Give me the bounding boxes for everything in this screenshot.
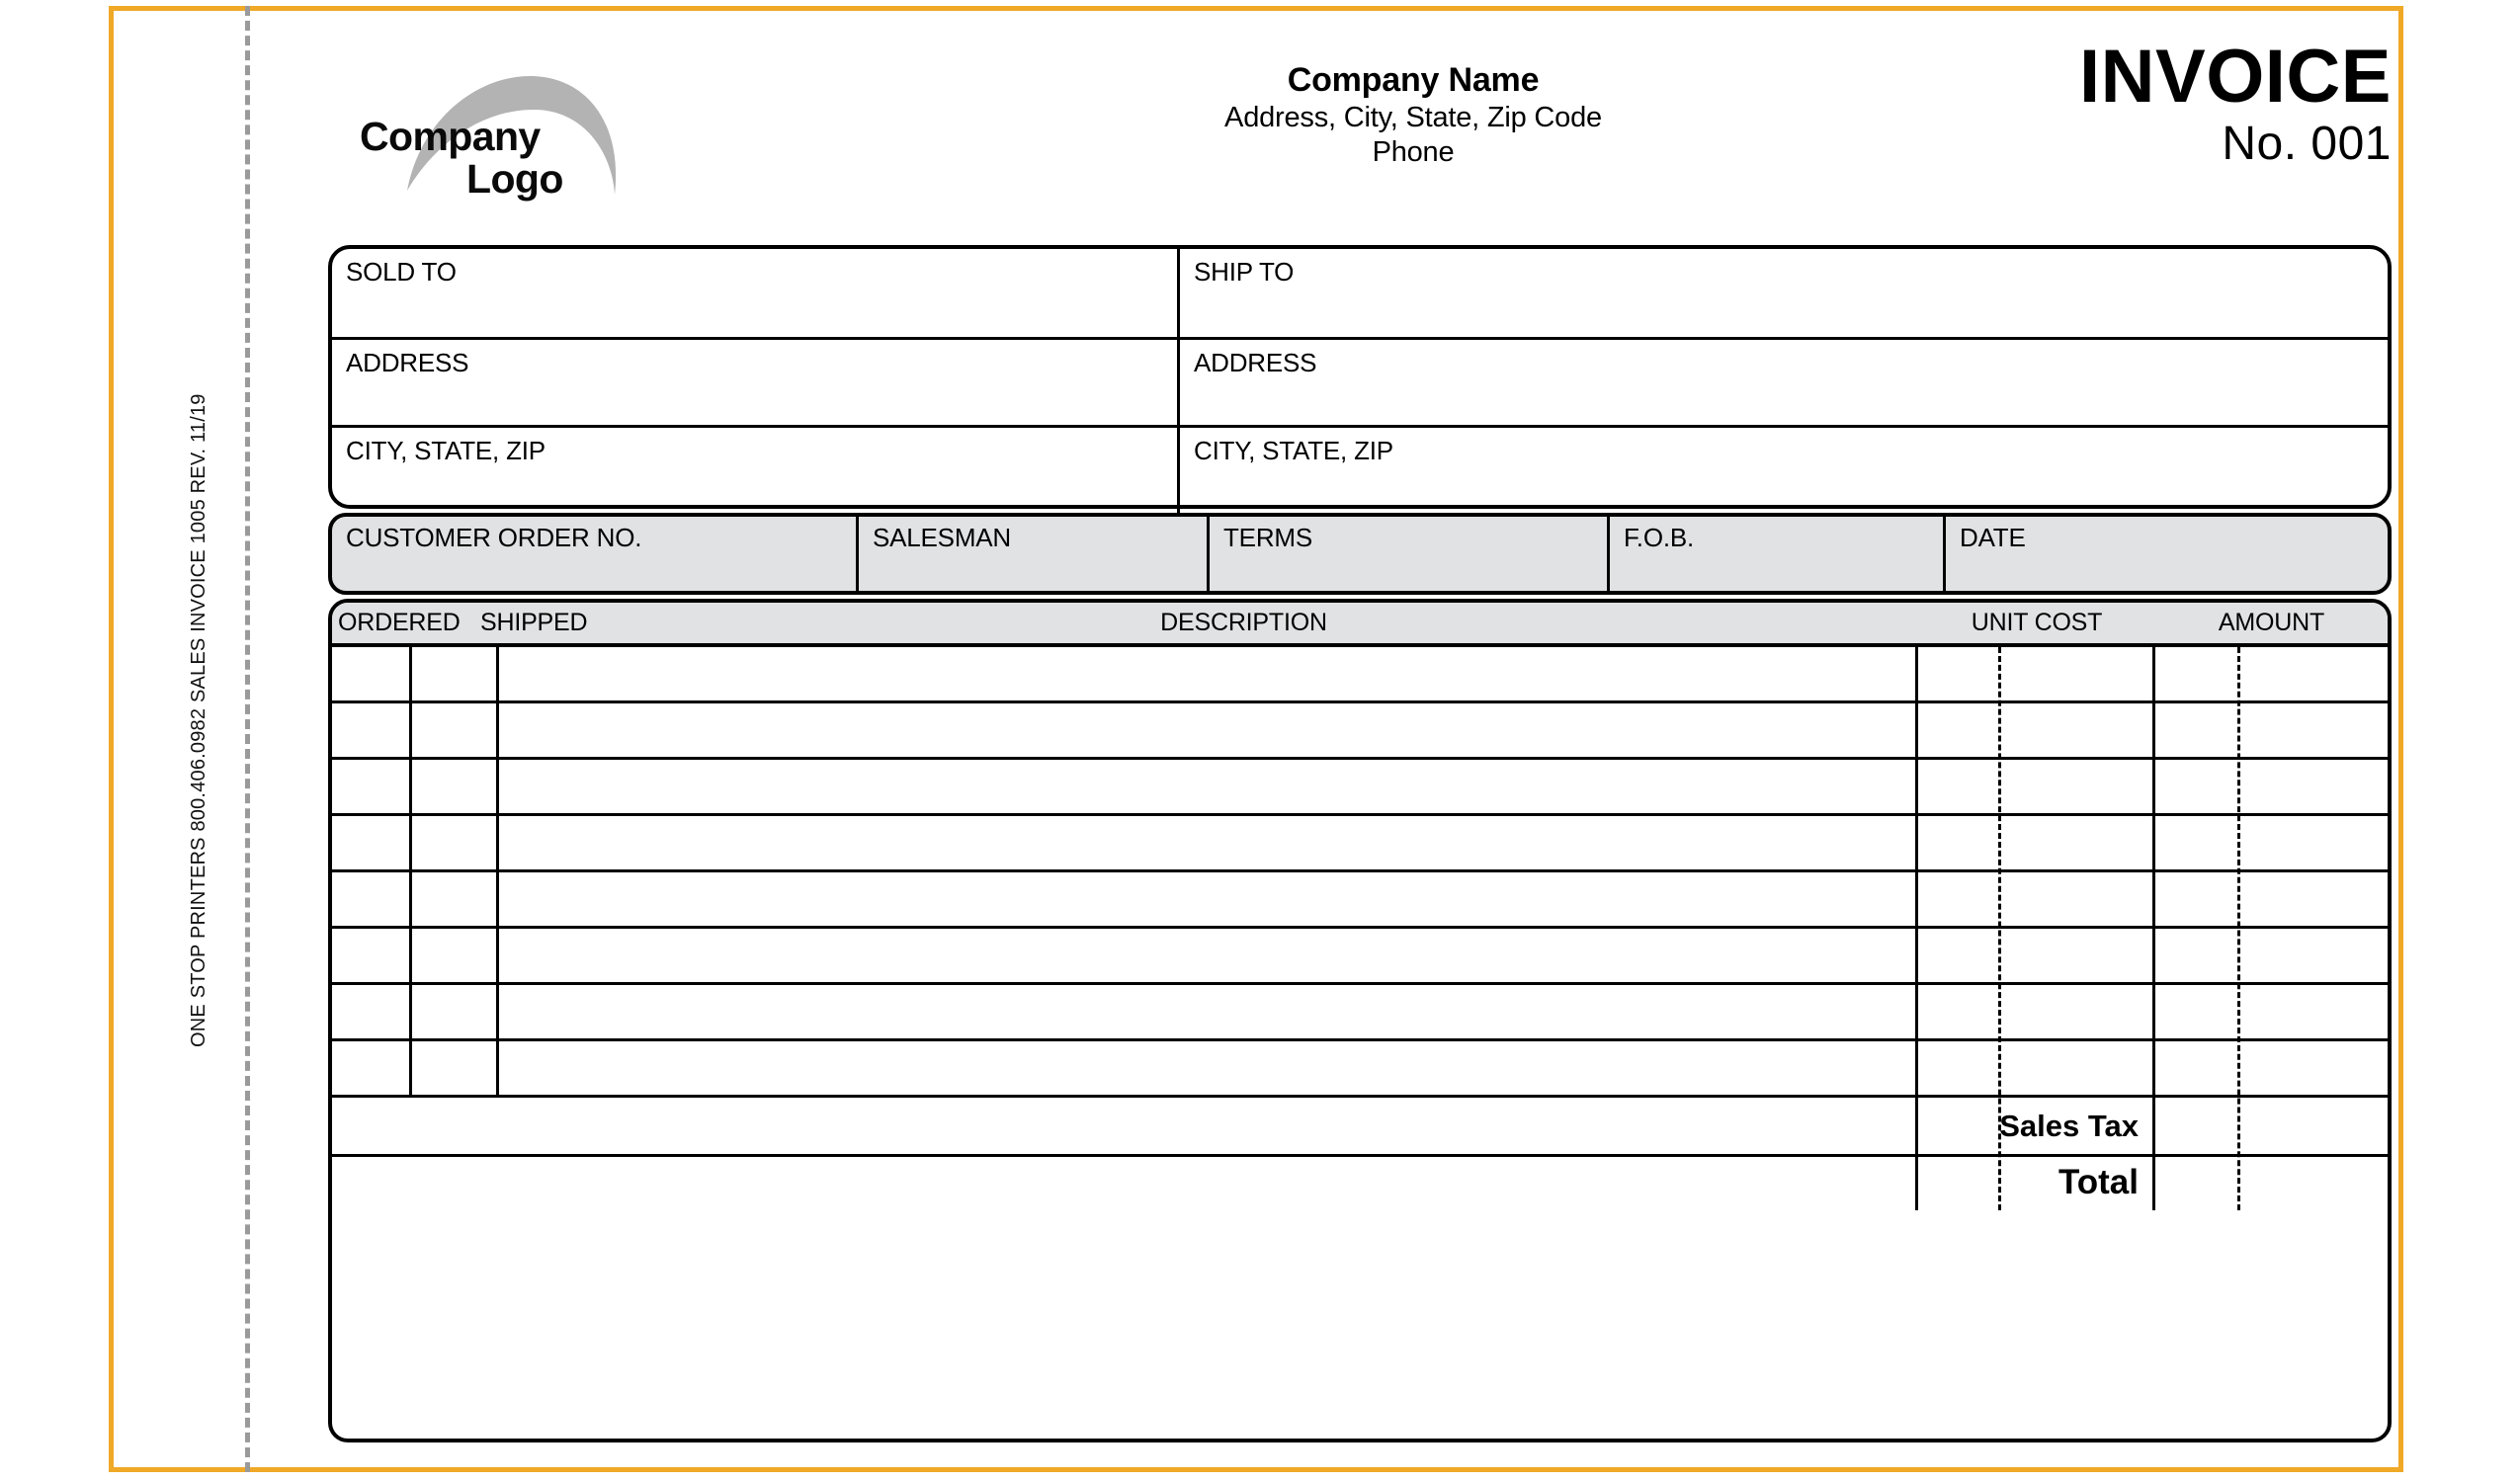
terms-field[interactable]: TERMS [1207, 517, 1607, 591]
line-items-grid [332, 647, 2388, 1442]
table-row[interactable] [332, 929, 2388, 985]
company-address: Address, City, State, Zip Code [1224, 102, 1602, 133]
ship-to-city-field[interactable]: CITY, STATE, ZIP [1177, 428, 2388, 513]
table-row[interactable] [332, 647, 2388, 703]
table-row[interactable] [332, 816, 2388, 872]
invoice-form-body [328, 245, 2392, 1442]
customer-order-no-field[interactable]: CUSTOMER ORDER NO. [346, 523, 642, 552]
printer-credit-text [184, 0, 213, 1047]
sold-to-city-field[interactable]: CITY, STATE, ZIP [346, 436, 546, 465]
total-row[interactable] [332, 1154, 2388, 1210]
sales-tax-label: Sales Tax [1999, 1108, 2139, 1143]
company-name: Company Name [1287, 61, 1540, 99]
fob-field[interactable]: F.O.B. [1607, 517, 1943, 591]
company-logo [346, 74, 682, 212]
invoice-title-block [1779, 35, 2392, 172]
total-label: Total [2058, 1162, 2139, 1201]
column-header-shipped: SHIPPED [480, 609, 588, 636]
ship-to-field[interactable]: SHIP TO [1177, 249, 2388, 337]
invoice-header [296, 20, 2392, 242]
order-meta-band [328, 513, 2392, 595]
logo-line-2: Logo [466, 156, 563, 202]
date-field[interactable]: DATE [1943, 517, 2388, 591]
printer-credit-label: ONE STOP PRINTERS 800.406.0982 SALES INVOICE 1005 REV. 11/19 [188, 393, 210, 1047]
sales-tax-row[interactable] [332, 1098, 2388, 1154]
table-row[interactable] [332, 872, 2388, 929]
column-header-amount: AMOUNT [2218, 609, 2325, 636]
sold-to-field[interactable]: SOLD TO [346, 257, 457, 287]
table-row[interactable] [332, 985, 2388, 1041]
table-row[interactable] [332, 1041, 2388, 1098]
address-row-name [332, 249, 2388, 337]
logo-line-1: Company [360, 114, 541, 159]
salesman-field[interactable]: SALESMAN [856, 517, 1207, 591]
perforation-dashed-line [245, 6, 250, 1472]
company-phone: Phone [1372, 136, 1455, 168]
address-row-street [332, 337, 2388, 425]
column-header-unit-cost: UNIT COST [1971, 609, 2103, 636]
invoice-title: INVOICE [2079, 35, 2392, 119]
company-logo-text [346, 116, 682, 201]
column-rule-shipped [496, 647, 499, 1098]
address-block [328, 245, 2392, 509]
ship-to-address-field[interactable]: ADDRESS [1177, 340, 2388, 425]
sold-to-address-field[interactable]: ADDRESS [346, 348, 469, 377]
column-header-ordered: ORDERED [338, 609, 461, 636]
invoice-number: No. 001 [2222, 118, 2392, 170]
line-items-header-row [332, 603, 2388, 647]
column-header-description: DESCRIPTION [1160, 609, 1327, 636]
table-row[interactable] [332, 760, 2388, 816]
address-row-city [332, 425, 2388, 513]
company-info [988, 59, 1838, 170]
column-rule-ordered [409, 647, 412, 1098]
line-items-table [328, 599, 2392, 1442]
table-row[interactable] [332, 703, 2388, 760]
